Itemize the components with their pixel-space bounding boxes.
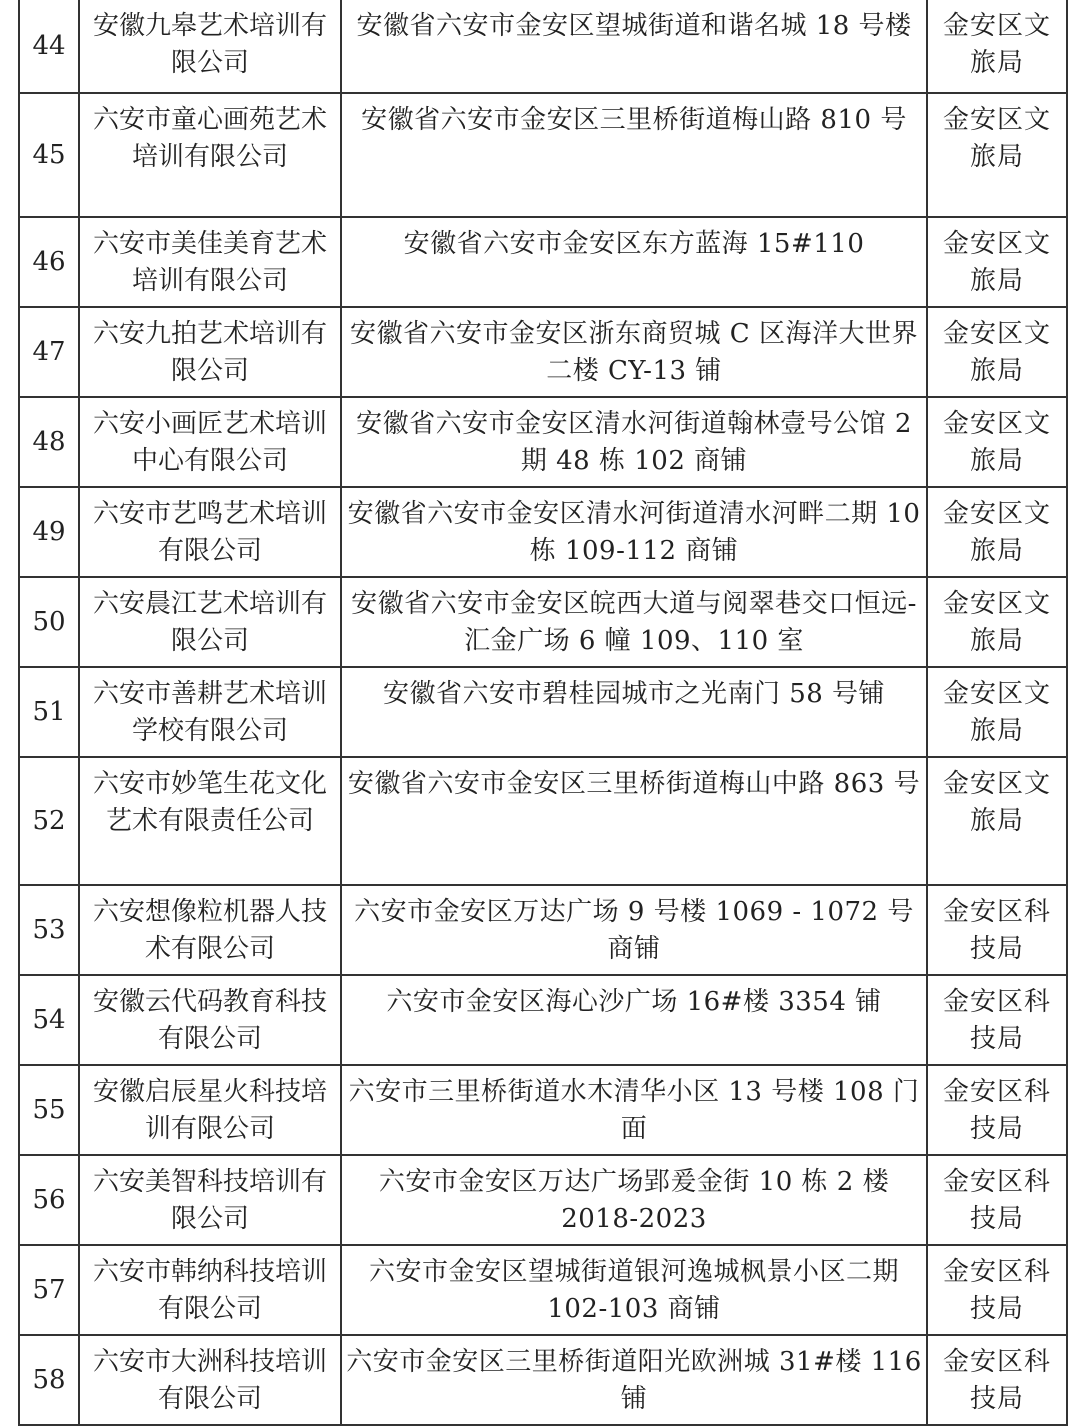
company-name: 六安市韩纳科技培训有限公司: [79, 1245, 341, 1335]
company-address: 安徽省六安市金安区清水河街道翰林壹号公馆 2 期 48 栋 102 商铺: [341, 397, 927, 487]
company-address: 六安市金安区三里桥街道阳光欧洲城 31#楼 116 铺: [341, 1335, 927, 1425]
table-row: [19, 1335, 1067, 1425]
row-number: 46: [19, 217, 79, 307]
row-number: 55: [19, 1065, 79, 1155]
company-address: 安徽省六安市金安区清水河街道清水河畔二期 10 栋 109-112 商铺: [341, 487, 927, 577]
table-row: [19, 667, 1067, 757]
supervising-dept: 金安区文旅局: [927, 397, 1067, 487]
supervising-dept: 金安区科技局: [927, 1335, 1067, 1425]
table-row: [19, 1065, 1067, 1155]
supervising-dept: 金安区文旅局: [927, 487, 1067, 577]
row-number: 50: [19, 577, 79, 667]
row-number: 44: [19, 0, 79, 93]
row-number: 52: [19, 757, 79, 885]
table-row: [19, 885, 1067, 975]
registry-table: [18, 0, 1068, 1426]
row-number: 57: [19, 1245, 79, 1335]
table-row: [19, 487, 1067, 577]
supervising-dept: 金安区文旅局: [927, 667, 1067, 757]
supervising-dept: 金安区文旅局: [927, 577, 1067, 667]
company-name: 六安晨江艺术培训有限公司: [79, 577, 341, 667]
company-name: 安徽启辰星火科技培训有限公司: [79, 1065, 341, 1155]
row-number: 54: [19, 975, 79, 1065]
table-row: [19, 307, 1067, 397]
company-name: 六安市美佳美育艺术培训有限公司: [79, 217, 341, 307]
company-name: 六安市善耕艺术培训学校有限公司: [79, 667, 341, 757]
supervising-dept: 金安区科技局: [927, 975, 1067, 1065]
company-address: 安徽省六安市碧桂园城市之光南门 58 号铺: [341, 667, 927, 757]
supervising-dept: 金安区文旅局: [927, 307, 1067, 397]
company-address: 六安市金安区万达广场郢爰金街 10 栋 2 楼 2018-2023: [341, 1155, 927, 1245]
supervising-dept: 金安区文旅局: [927, 757, 1067, 885]
row-number: 58: [19, 1335, 79, 1425]
company-address: 六安市三里桥街道水木清华小区 13 号楼 108 门面: [341, 1065, 927, 1155]
company-name: 六安市艺鸣艺术培训有限公司: [79, 487, 341, 577]
company-name: 六安想像粒机器人技术有限公司: [79, 885, 341, 975]
supervising-dept: 金安区科技局: [927, 1245, 1067, 1335]
table-row: [19, 397, 1067, 487]
company-address: 安徽省六安市金安区皖西大道与阅翠巷交口恒远-汇金广场 6 幢 109、110 室: [341, 577, 927, 667]
table-row: [19, 93, 1067, 217]
table-row: [19, 757, 1067, 885]
company-name: 安徽九皋艺术培训有限公司: [79, 0, 341, 93]
company-address: 安徽省六安市金安区东方蓝海 15#110: [341, 217, 927, 307]
company-address: 安徽省六安市金安区三里桥街道梅山路 810 号: [341, 93, 927, 217]
table-row: [19, 577, 1067, 667]
company-name: 安徽云代码教育科技有限公司: [79, 975, 341, 1065]
row-number: 53: [19, 885, 79, 975]
row-number: 49: [19, 487, 79, 577]
row-number: 56: [19, 1155, 79, 1245]
company-name: 六安市妙笔生花文化艺术有限责任公司: [79, 757, 341, 885]
table-row: [19, 0, 1067, 93]
supervising-dept: 金安区文旅局: [927, 217, 1067, 307]
table-row: [19, 1245, 1067, 1335]
company-address: 安徽省六安市金安区浙东商贸城 C 区海洋大世界二楼 CY-13 铺: [341, 307, 927, 397]
row-number: 47: [19, 307, 79, 397]
supervising-dept: 金安区文旅局: [927, 93, 1067, 217]
company-address: 安徽省六安市金安区望城街道和谐名城 18 号楼: [341, 0, 927, 93]
row-number: 48: [19, 397, 79, 487]
company-name: 六安市童心画苑艺术培训有限公司: [79, 93, 341, 217]
supervising-dept: 金安区科技局: [927, 1155, 1067, 1245]
company-address: 六安市金安区海心沙广场 16#楼 3354 铺: [341, 975, 927, 1065]
company-address: 安徽省六安市金安区三里桥街道梅山中路 863 号: [341, 757, 927, 885]
table-row: [19, 1155, 1067, 1245]
supervising-dept: 金安区科技局: [927, 1065, 1067, 1155]
company-name: 六安九拍艺术培训有限公司: [79, 307, 341, 397]
company-address: 六安市金安区望城街道银河逸城枫景小区二期 102-103 商铺: [341, 1245, 927, 1335]
company-address: 六安市金安区万达广场 9 号楼 1069 - 1072 号商铺: [341, 885, 927, 975]
supervising-dept: 金安区文旅局: [927, 0, 1067, 93]
supervising-dept: 金安区科技局: [927, 885, 1067, 975]
table-row: [19, 217, 1067, 307]
row-number: 51: [19, 667, 79, 757]
table-row: [19, 975, 1067, 1065]
company-name: 六安市大洲科技培训有限公司: [79, 1335, 341, 1425]
company-name: 六安美智科技培训有限公司: [79, 1155, 341, 1245]
company-name: 六安小画匠艺术培训中心有限公司: [79, 397, 341, 487]
row-number: 45: [19, 93, 79, 217]
